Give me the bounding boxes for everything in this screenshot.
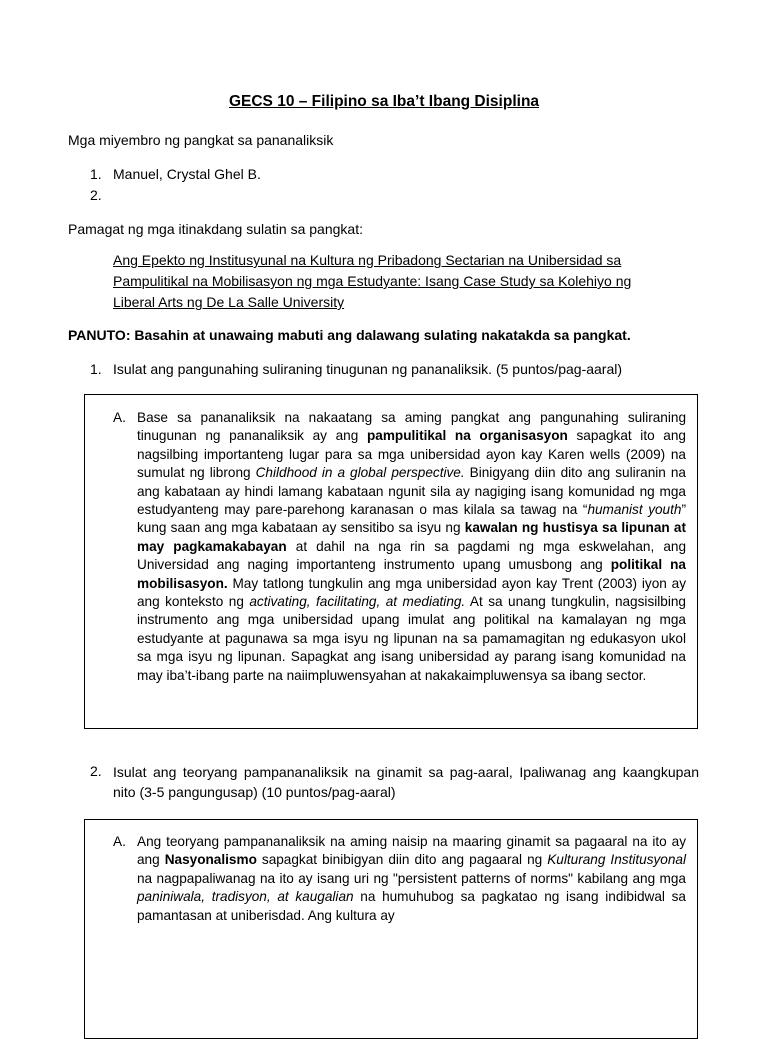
assigned-title-label: Pamagat ng mga itinakdang sulatin sa pangkat: [68,221,363,237]
document-title: GECS 10 – Filipino sa Iba’t Ibang Disiplina [228,93,540,110]
instruction-text: PANUTO: Basahin at unawaing mabuti ang dalawang sulating nakatakda sa pangkat. [68,327,631,343]
members-label: Mga miyembro ng pangkat sa pananaliksik [68,132,334,148]
answer-1-text: Base sa pananaliksik na nakaatang sa aming pangkat ang pangunahing suliraning tinugunan ng pananaliksik ay ang pampulitikal na organisasyon sapagkat ito ang nagsilbing importanteng lugar para sa mga unibersidad ayon kay Karen wells (2009) na sumulat ng librong Childhood in a global perspective. Binigyang diin dito ang suliranin na ang kabataan ay hindi lamang kabataan ngunit sila ay nagiging isang komunidad ng mga estudyanteng may pare-parehong karanasan o mas kilala sa tawag na “humanist youth” kung saan ang mga kabataan ay sensitibo sa isyu ng kawalan ng hustisya sa lipunan at may pagkamakabayan at dahil na nga rin sa pagdami ng mga eskwelahan, ang Universidad ang naging importanteng instrumento upang umusbong ang politikal na mobilisasyon. May tatlong tungkulin ang mga unibersidad ayon kay Trent (2003) iyon ay ang konteksto ng activating, facilitating, at mediating. At sa unang tungkulin, nagsisilbing instrumento ang mga unibersidad upang imulat ang politikal na kamalayan ng mga estudyante at pagunawa sa mga isyu ng lipunan na sa pamamagitan ng edukasyon ukol sa mga isyu ng lipunan. Sapagkat ang isang unibersidad ay parang isang komunidad na may iba’t-ibang parte na naiimpluwensyahan at nakakaimpluwensya sa ibang sector. [137,410,687,683]
answer-box-2 [84,819,698,1039]
question-1-text: Isulat ang pangunahing suliraning tinugunan ng pananaliksik. (5 puntos/pag-aaral) [113,361,623,377]
answer-box-1 [84,394,698,729]
answer-label: A. [113,834,126,849]
answer-label: A. [113,410,126,425]
member-name: Manuel, Crystal Ghel B. [113,166,261,182]
member-number: 2. [90,187,102,203]
answer-2-text: Ang teoryang pampananaliksik na aming naisip na maaring ginamit sa pagaaral na ito ay ang Nasyonalismo sapagkat binibigyan diin dito ang pagaaral ng Kulturang Institusyonal na nagpapaliwanag na ito ay isang uri ng "persistent patterns of norms" kabilang ang mga paniniwala, tradisyon, at kaugalian na humuhubog sa pagkatao ng isang indibidwal sa pamantasan at uniberisdad. Ang kultura ay [137,834,686,923]
assigned-title-line: Pampulitikal na Mobilisasyon ng mga Estudyante: Isang Case Study sa Kolehiyo ng [113,273,632,289]
assigned-title-line: Liberal Arts ng De La Salle University [113,294,345,310]
question-number: 1. [90,361,102,377]
question-number: 2. [90,763,102,779]
question-2-text: Isulat ang teoryang pampananaliksik na ginamit sa pag-aaral, Ipaliwanag ang kaangkupan nito (3-5 pangungusap) (10 puntos/pag-aaral) [113,764,699,800]
member-number: 1. [90,166,102,182]
assigned-title-line: Ang Epekto ng Institusyunal na Kultura ng Pribadong Sectarian na Unibersidad sa [113,252,622,268]
